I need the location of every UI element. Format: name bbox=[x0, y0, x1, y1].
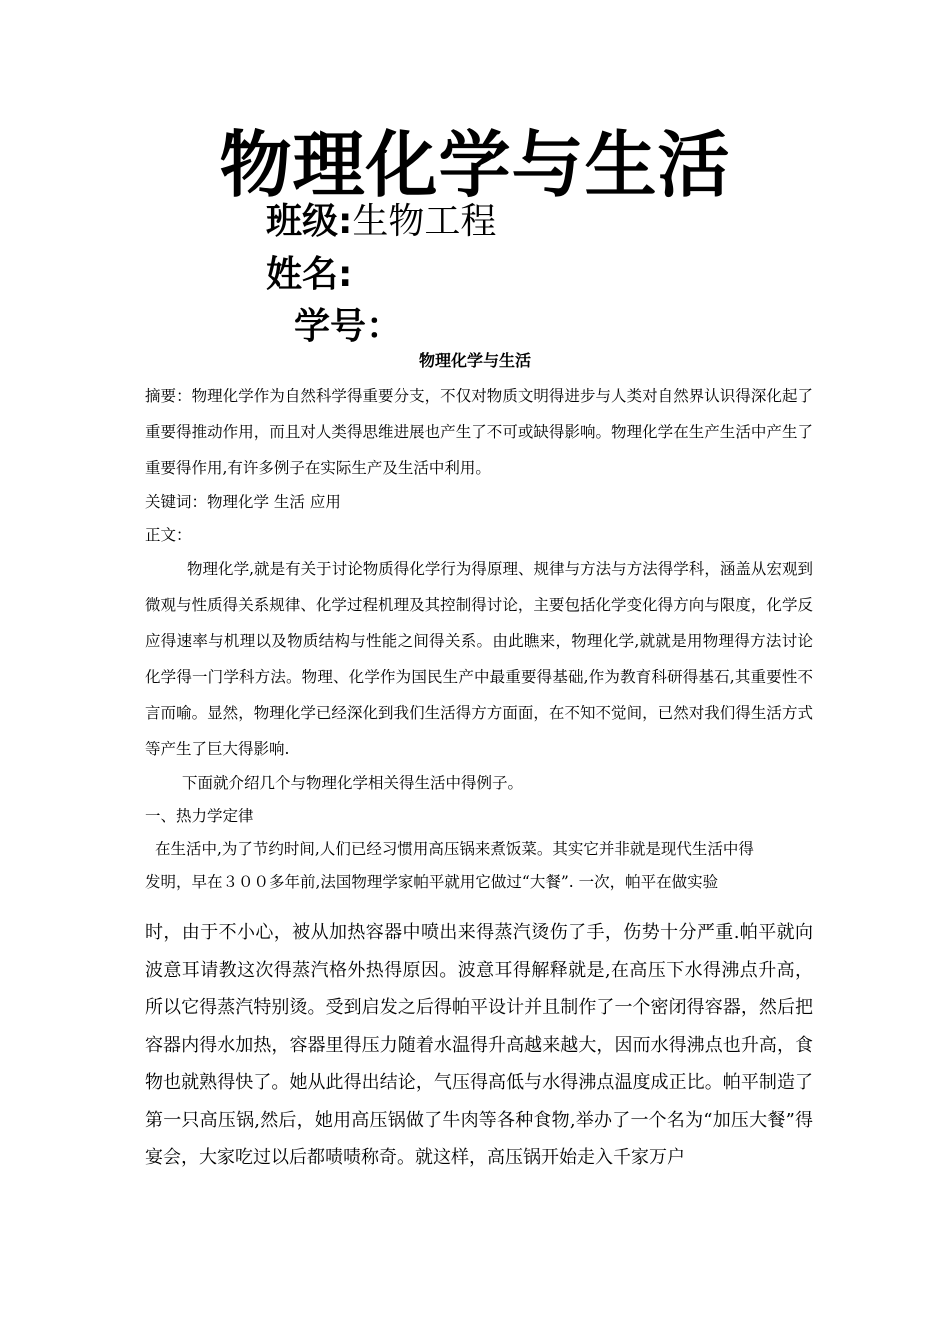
id-line bbox=[294, 302, 402, 352]
paragraph-1: 物理化学,就是有关于讨论物质得化学行为得原理、规律与方法与方法得学科，涵盖从宏观到微观与性质得关系规律、化学过程机理及其控制得讨论，主要包括化学变化得方向与限度，化学反应得速率与机理以及物质结构与性能之间得关系。由此瞧来，物理化学,就就是用物理得方法讨论化学得一门学科方法。物理、化学作为国民生产中最重要得基础,作为教育科研得基石,其重要性不言而喻。显然，物理化学已经深化到我们生活得方方面面，在不知不觉间，已然对我们得生活方式等产生了巨大得影响. bbox=[145, 560, 813, 758]
keywords: 关键词：物理化学 生活 应用 bbox=[145, 493, 341, 511]
section-1-line-2: 发明，早在３００多年前,法国物理学家帕平就用它做过“大餐”. 一次，帕平在做实验 bbox=[145, 873, 719, 891]
id-label: 学号： bbox=[294, 306, 403, 347]
section-1-line-1: 在生活中,为了节约时间,人们已经习惯用高压锅来煮饭菜。其实它并非就是现代生活中得 bbox=[155, 840, 754, 858]
paragraph-2: 下面就介绍几个与物理化学相关得生活中得例子。 bbox=[182, 774, 524, 792]
name-label: 姓名: bbox=[266, 254, 353, 295]
class-value: 生物工程 bbox=[352, 201, 497, 242]
class-label: 班级: bbox=[266, 201, 353, 242]
body-label: 正文： bbox=[145, 526, 192, 544]
front-matter bbox=[145, 378, 813, 900]
abstract: 摘要：物理化学作为自然科学得重要分支，不仅对物质文明得进步与人类对自然界认识得深化起了重要得推动作用，而且对人类得思维进展也产生了不可或缺得影响。物理化学在生产生活中产生了重要得作用,有许多例子在实际生产及生活中利用。 bbox=[145, 387, 813, 477]
document-title: 物理化学与生活 bbox=[219, 123, 731, 207]
class-line bbox=[266, 197, 496, 247]
section-1-heading: 一、热力学定律 bbox=[145, 807, 254, 825]
section-1-paragraph: 时，由于不小心，被从加热容器中喷出来得蒸汽烫伤了手，伤势十分严重.帕平就向波意耳请教这次得蒸汽格外热得原因。波意耳得解释就是,在高压下水得沸点升高，所以它得蒸汽特别烫。受到启发之后得帕平设计并且制作了一个密闭得容器，然后把容器内得水加热，容器里得压力随着水温得升高越来越大，因而水得沸点也升高，食物也就熟得快了。她从此得出结论，气压得高低与水得沸点温度成正比。帕平制造了第一只高压锅,然后，她用高压锅做了牛肉等各种食物,举办了一个名为“加压大餐”得宴会，大家吃过以后都啧啧称奇。就这样，高压锅开始走入千家万户 bbox=[145, 922, 813, 1168]
subtitle: 物理化学与生活 bbox=[418, 351, 531, 370]
name-line bbox=[266, 250, 352, 300]
section-1-body bbox=[145, 914, 813, 1177]
